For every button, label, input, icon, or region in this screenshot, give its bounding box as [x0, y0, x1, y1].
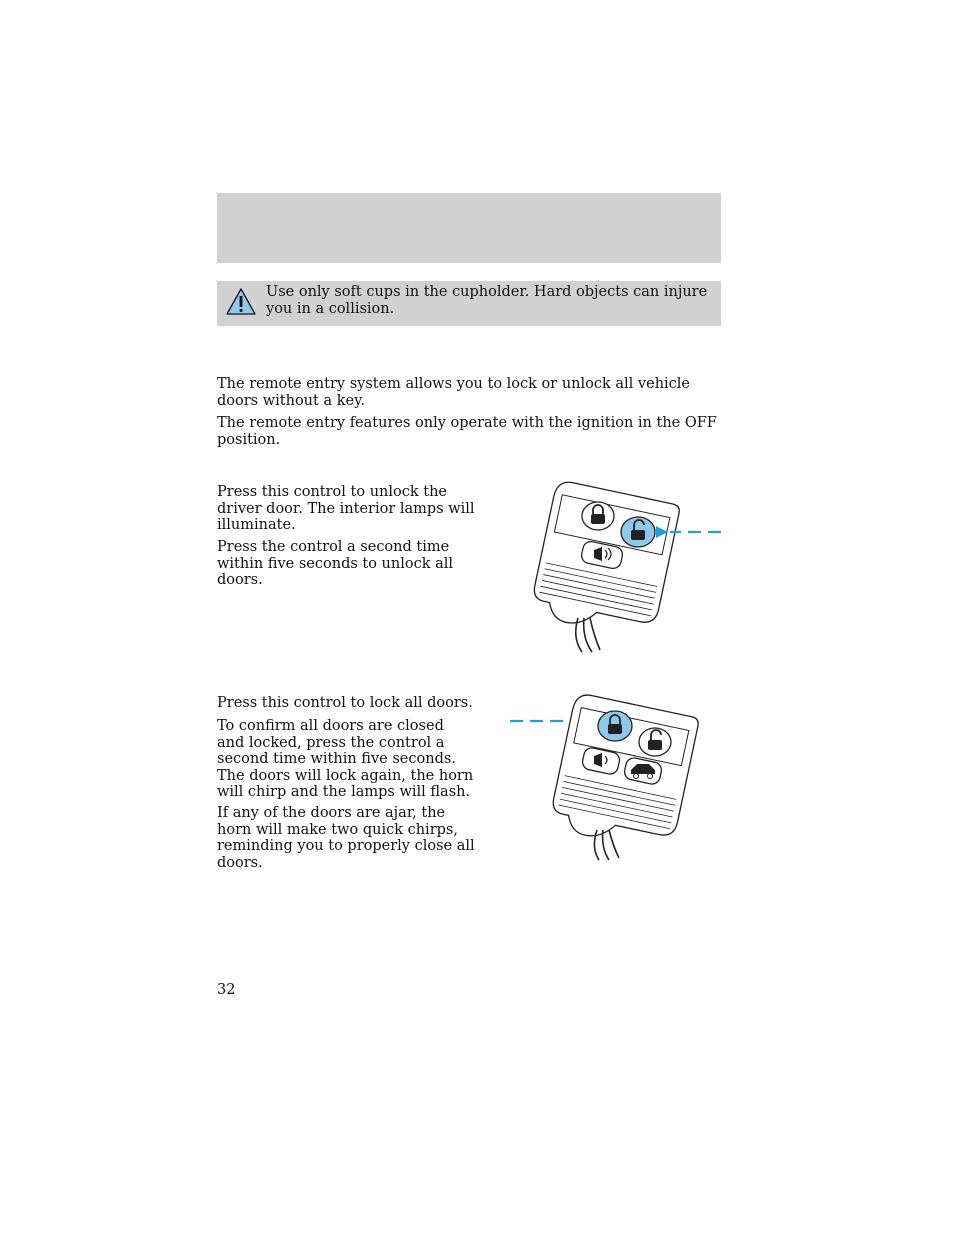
lock-icon [582, 502, 614, 530]
warning-box [217, 281, 721, 326]
lock-paragraph-1: Press this control to lock all doors. [217, 695, 473, 711]
remote-fob-lock-figure [505, 690, 705, 865]
unlock-paragraph-2: Press the control a second time within five seconds to unlock all doors. [217, 539, 454, 588]
lock-paragraph-3: If any of the doors are ajar, the horn will make two quick chirps, reminding you to properly close all doors. [217, 805, 475, 871]
unlock-paragraph-1: Press this control to unlock the driver door. The interior lamps will illuminate. [217, 484, 475, 533]
intro-paragraph-2: The remote entry features only operate with the ignition in the OFF position. [217, 415, 717, 448]
remote-fob-unlock-figure [500, 478, 722, 653]
lock-icon [598, 711, 632, 741]
section-header-band [217, 193, 721, 263]
unlock-icon [621, 517, 655, 547]
page-number: 32 [217, 982, 236, 998]
unlock-icon [639, 728, 671, 756]
warning-triangle-icon [225, 287, 257, 317]
lock-paragraph-2: To confirm all doors are closed and locked, press the control a second time within five seconds. The doors will lock again, the horn will chirp and the lamps will flash. [217, 718, 474, 800]
warning-text: Use only soft cups in the cupholder. Hard objects can injure you in a collision. [266, 284, 708, 317]
intro-paragraph-1: The remote entry system allows you to lock or unlock all vehicle doors without a key. [217, 376, 691, 409]
